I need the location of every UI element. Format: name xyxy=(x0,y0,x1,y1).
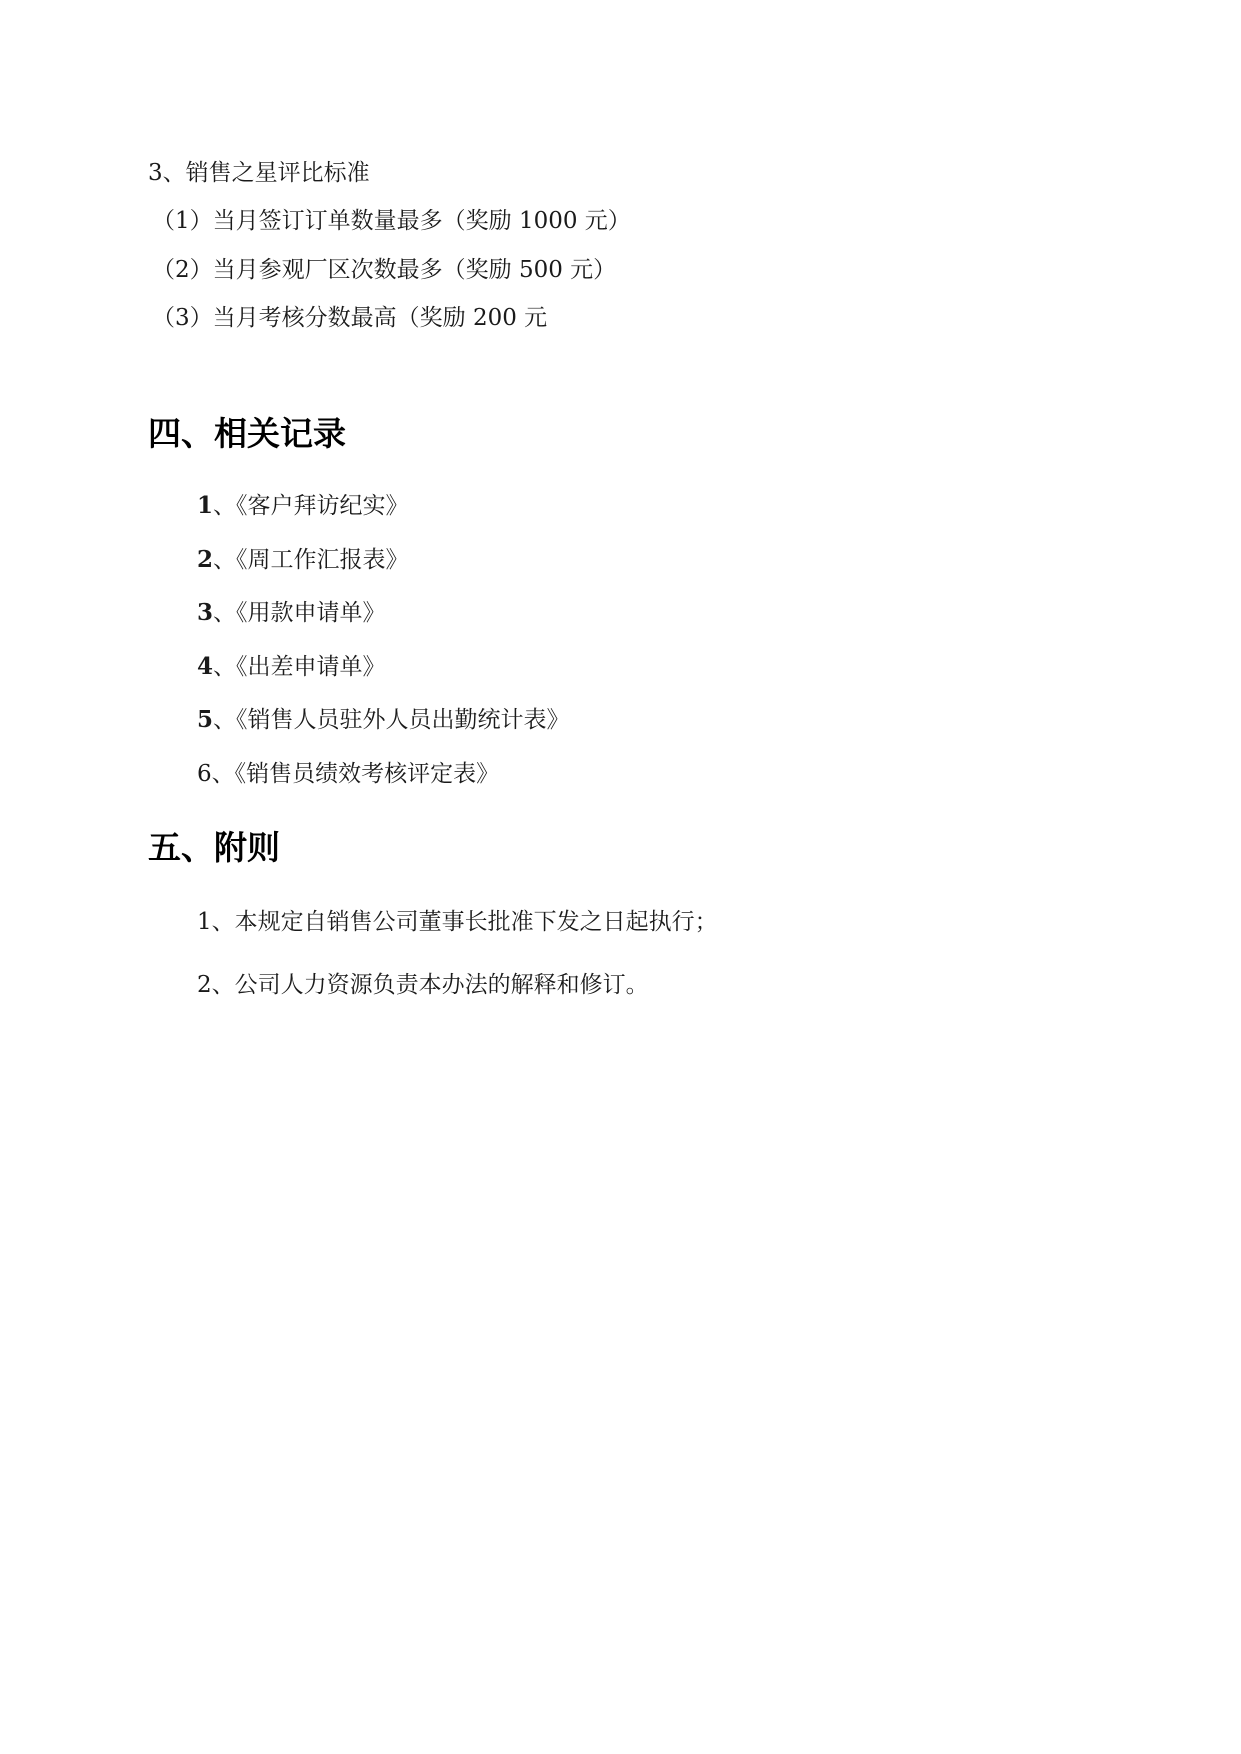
record-item-4-text: 、《出差申请单》 xyxy=(213,654,386,680)
record-item-3-number: 3 xyxy=(197,599,214,626)
section3-title: 3、销售之星评比标准 xyxy=(148,160,370,186)
criteria-item-3: （3）当月考核分数最高（奖励 200 元 xyxy=(152,305,548,331)
record-item-2-number: 2 xyxy=(197,546,214,573)
appendix-heading: 五、附则 xyxy=(148,828,280,867)
records-heading: 四、相关记录 xyxy=(148,414,346,453)
record-item-2-text: 、《周工作汇报表》 xyxy=(213,547,409,573)
appendix-item-1: 1、本规定自销售公司董事长批准下发之日起执行； xyxy=(197,909,718,935)
appendix-item-2: 2、公司人力资源负责本办法的解释和修订。 xyxy=(197,972,649,998)
record-item-2 xyxy=(197,545,409,575)
record-item-5-text: 、《销售人员驻外人员出勤统计表》 xyxy=(213,707,570,733)
record-item-6 xyxy=(197,759,499,789)
record-item-5 xyxy=(197,705,570,735)
record-item-1-number: 1 xyxy=(197,492,214,519)
record-item-1-text: 、《客户拜访纪实》 xyxy=(213,493,409,519)
record-item-3-text: 、《用款申请单》 xyxy=(213,600,386,626)
record-item-6-number: 6 xyxy=(197,761,212,787)
criteria-item-2: （2）当月参观厂区次数最多（奖励 500 元） xyxy=(152,257,617,283)
record-item-6-text: 、《销售员绩效考核评定表》 xyxy=(211,761,500,787)
record-item-5-number: 5 xyxy=(197,706,214,733)
record-item-4 xyxy=(197,652,386,682)
record-item-3 xyxy=(197,598,386,628)
criteria-item-1: （1）当月签订订单数量最多（奖励 1000 元） xyxy=(152,208,631,234)
record-item-1 xyxy=(197,491,409,521)
record-item-4-number: 4 xyxy=(197,653,214,680)
